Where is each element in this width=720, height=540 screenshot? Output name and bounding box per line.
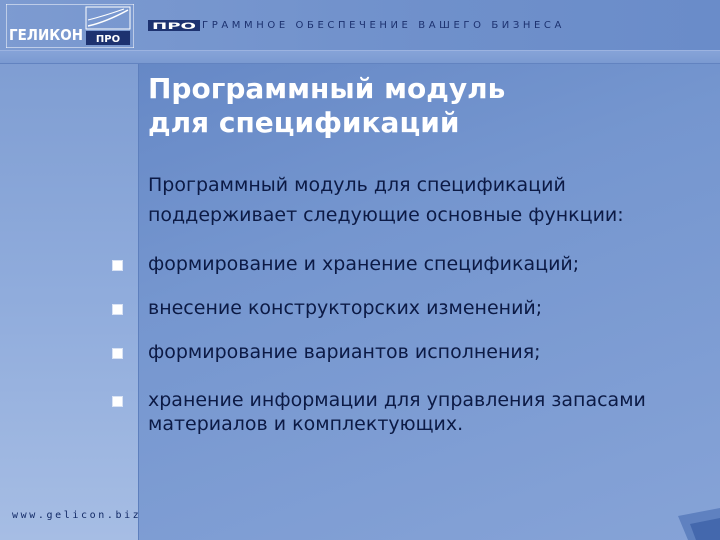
footer-url: www.gelicon.biz [12, 510, 142, 521]
bullet-item [110, 388, 710, 436]
bullet-item [110, 340, 710, 364]
bullet-item [110, 296, 710, 320]
square-bullet-icon [112, 396, 123, 407]
tagline [148, 17, 565, 33]
bullet-text: формирование вариантов исполнения; [148, 341, 541, 363]
logo-text: ГЕЛИКОН [9, 26, 83, 44]
intro-text [148, 170, 708, 230]
logo-sub: ПРО [95, 34, 121, 45]
slide-title [148, 72, 688, 140]
header-rule [0, 50, 720, 64]
bullet-text: хранение информации для управления запасами материалов и комплектующих. [148, 389, 646, 435]
bullet-list [110, 252, 710, 456]
tagline-mark [148, 20, 200, 31]
square-bullet-icon [112, 260, 123, 271]
square-bullet-icon [112, 304, 123, 315]
bullet-text: внесение конструкторских изменений; [148, 297, 543, 319]
square-bullet-icon [112, 348, 123, 359]
corner-decoration-icon [660, 500, 720, 540]
title-line-2: для спецификаций [148, 106, 460, 139]
intro-line-1: Программный модуль для спецификаций [148, 174, 566, 196]
tagline-mark-text: ПРО [152, 21, 197, 31]
bullet-text: формирование и хранение спецификаций; [148, 253, 580, 275]
bullet-item [110, 252, 710, 276]
tagline-text: ГРАММНОЕ ОБЕСПЕЧЕНИЕ ВАШЕГО БИЗНЕСА [202, 19, 565, 31]
title-line-1: Программный модуль [148, 72, 506, 105]
intro-line-2: поддерживает следующие основные функции: [148, 204, 624, 226]
gelicon-logo [6, 4, 134, 48]
